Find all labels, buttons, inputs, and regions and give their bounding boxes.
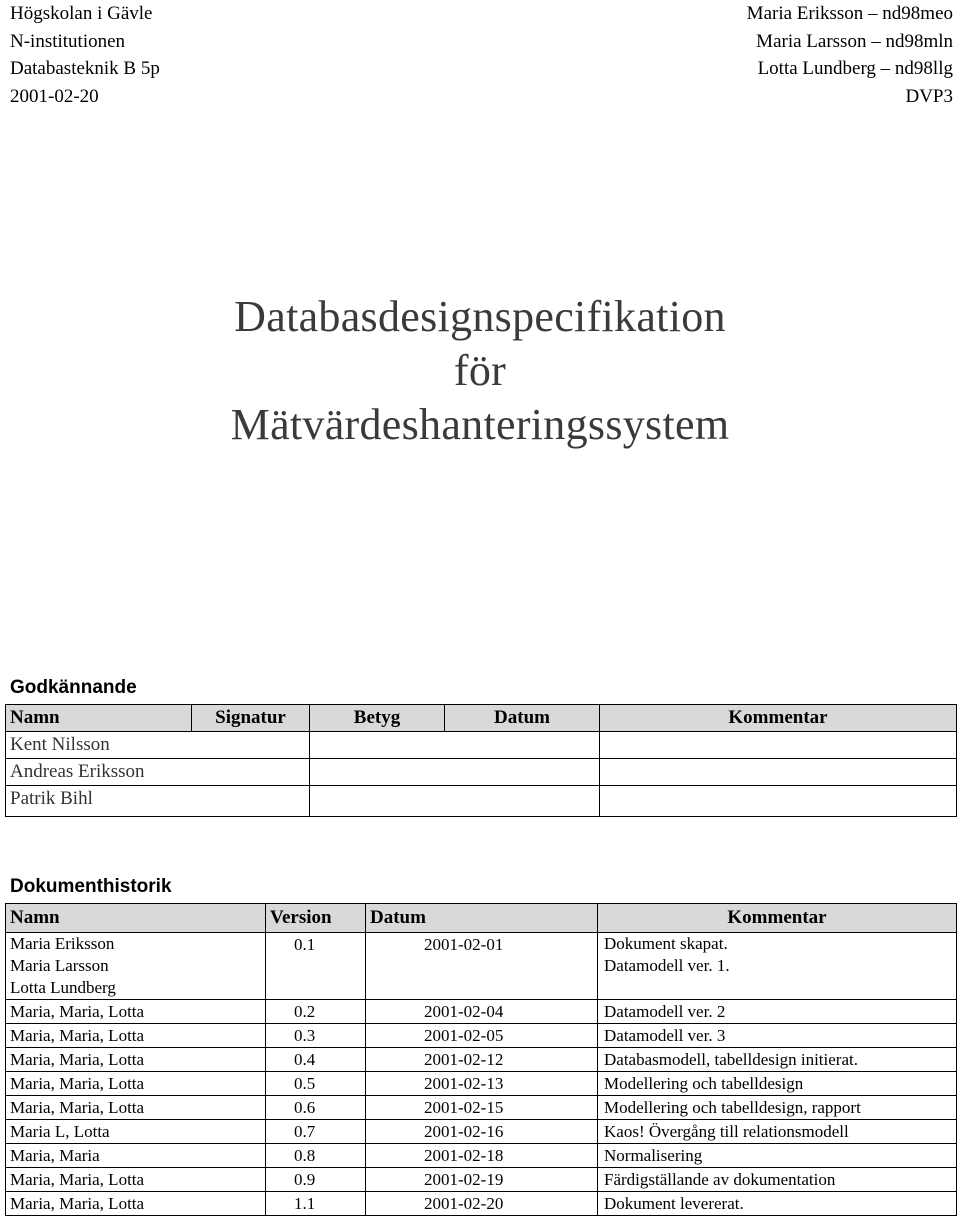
approval-row [6, 732, 957, 759]
col-version: Version [266, 904, 366, 933]
approver-name: Patrik Bihl [6, 786, 192, 817]
grade-date-cell [310, 786, 600, 817]
institution: N-institutionen [10, 30, 126, 52]
history-version: 0.3 [266, 1024, 366, 1048]
col-datum: Datum [445, 705, 600, 732]
history-name-line: Lotta Lundberg [10, 978, 116, 997]
col-betyg: Betyg [310, 705, 445, 732]
col-kommentar: Kommentar [600, 705, 957, 732]
history-date: 2001-02-15 [366, 1096, 598, 1120]
group-code: DVP3 [905, 85, 953, 107]
author-1: Maria Eriksson – nd98meo [746, 3, 953, 24]
history-comment: Kaos! Övergång till relationsmodell [598, 1120, 957, 1144]
approver-name: Andreas Eriksson [6, 759, 192, 786]
history-comment-line: Dokument skapat. [604, 934, 728, 953]
history-name: Maria L, Lotta [6, 1120, 266, 1144]
history-version: 0.2 [266, 1000, 366, 1024]
col-namn: Namn [6, 904, 266, 933]
history-name: Maria, Maria [6, 1144, 266, 1168]
history-row [6, 1144, 957, 1168]
history-version: 0.5 [266, 1072, 366, 1096]
approval-row [6, 759, 957, 786]
history-name: Maria, Maria, Lotta [6, 1072, 266, 1096]
author-2: Maria Larsson – nd98mln [756, 30, 953, 52]
title-line-2: för [453, 346, 507, 395]
history-table [5, 903, 957, 1216]
history-version: 0.1 [266, 933, 366, 1000]
history-date: 2001-02-19 [366, 1168, 598, 1192]
history-comment: Modellering och tabelldesign [598, 1072, 957, 1096]
history-date: 2001-02-12 [366, 1048, 598, 1072]
header-left [10, 0, 160, 110]
approval-row [6, 786, 957, 817]
history-name: Maria, Maria, Lotta [6, 1168, 266, 1192]
history-name: Maria, Maria, Lotta [6, 1024, 266, 1048]
history-name: Maria, Maria, Lotta [6, 1192, 266, 1216]
history-date: 2001-02-13 [366, 1072, 598, 1096]
course: Databasteknik B 5p [10, 58, 160, 79]
col-kommentar: Kommentar [598, 904, 957, 933]
approval-header-row [6, 705, 957, 732]
comment-cell [600, 759, 957, 786]
col-namn: Namn [6, 705, 192, 732]
history-row [6, 933, 957, 1000]
comment-cell [600, 786, 957, 817]
history-row [6, 1168, 957, 1192]
approval-table [5, 704, 957, 817]
col-signatur: Signatur [192, 705, 310, 732]
history-name: Maria, Maria, Lotta [6, 1096, 266, 1120]
history-row [6, 1120, 957, 1144]
signature-cell [192, 759, 310, 786]
signature-cell [192, 786, 310, 817]
approver-name: Kent Nilsson [6, 732, 192, 759]
title-line-1: Databasdesignspecifikation [234, 292, 726, 341]
history-row [6, 1024, 957, 1048]
history-comment: Databasmodell, tabelldesign initierat. [598, 1048, 957, 1072]
history-version: 1.1 [266, 1192, 366, 1216]
history-comments [598, 933, 957, 1000]
history-heading: Dokumenthistorik [10, 876, 172, 897]
history-version: 0.8 [266, 1144, 366, 1168]
history-name-line: Maria Larsson [10, 956, 109, 975]
history-date: 2001-02-05 [366, 1024, 598, 1048]
history-comment: Datamodell ver. 2 [598, 1000, 957, 1024]
comment-cell [600, 732, 957, 759]
history-date: 2001-02-04 [366, 1000, 598, 1024]
signature-cell [192, 732, 310, 759]
history-comment-line: Datamodell ver. 1. [604, 956, 730, 975]
history-version: 0.9 [266, 1168, 366, 1192]
history-row [6, 1000, 957, 1024]
approval-heading: Godkännande [10, 677, 137, 698]
history-date: 2001-02-01 [366, 933, 598, 1000]
history-row [6, 1192, 957, 1216]
history-date: 2001-02-16 [366, 1120, 598, 1144]
history-date: 2001-02-20 [366, 1192, 598, 1216]
history-comment: Dokument levererat. [598, 1192, 957, 1216]
grade-date-cell [310, 732, 600, 759]
document-title [0, 290, 960, 452]
author-3: Lotta Lundberg – nd98llg [757, 58, 953, 79]
history-comment: Datamodell ver. 3 [598, 1024, 957, 1048]
history-comment: Normalisering [598, 1144, 957, 1168]
col-datum: Datum [366, 904, 598, 933]
history-version: 0.7 [266, 1120, 366, 1144]
history-name: Maria, Maria, Lotta [6, 1000, 266, 1024]
history-comment: Färdigställande av dokumentation [598, 1168, 957, 1192]
history-row [6, 1048, 957, 1072]
history-name-line: Maria Eriksson [10, 934, 115, 953]
history-row [6, 1096, 957, 1120]
title-line-3: Mätvärdeshanteringssystem [230, 400, 730, 449]
grade-date-cell [310, 759, 600, 786]
history-name: Maria, Maria, Lotta [6, 1048, 266, 1072]
history-version: 0.4 [266, 1048, 366, 1072]
header-date: 2001-02-20 [10, 85, 99, 107]
school-name: Högskolan i Gävle [10, 3, 153, 24]
history-header-row [6, 904, 957, 933]
history-names [6, 933, 266, 1000]
history-row [6, 1072, 957, 1096]
header-right [747, 0, 953, 110]
history-version: 0.6 [266, 1096, 366, 1120]
history-comment: Modellering och tabelldesign, rapport [598, 1096, 957, 1120]
history-date: 2001-02-18 [366, 1144, 598, 1168]
